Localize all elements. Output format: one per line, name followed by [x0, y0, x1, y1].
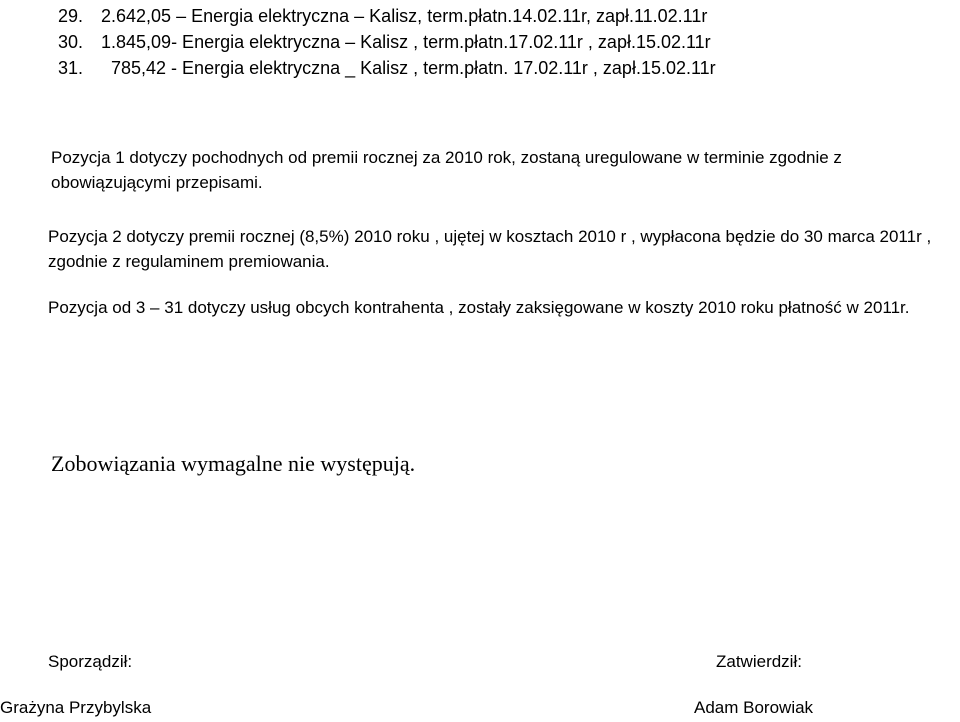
list-item — [58, 29, 716, 55]
approved-by-label: Zatwierdził: — [716, 652, 802, 671]
item-text: 2.642,05 – Energia elektryczna – Kalisz, term.płatn.14.02.11r, zapł.11.02.11r — [101, 6, 708, 26]
item-number: 31. — [58, 58, 84, 78]
item-number: 30. — [58, 32, 84, 52]
list-item — [58, 3, 716, 29]
item-number: 29. — [58, 6, 84, 26]
list-item — [58, 55, 716, 81]
paragraph-position-2: Pozycja 2 dotyczy premii rocznej (8,5%) 2010 roku , ujętej w kosztach 2010 r , wypłacona będzie do 30 marca 2011r , zgodnie z regulaminem premiowania. — [48, 227, 932, 271]
paragraph-positions-3-31: Pozycja od 3 – 31 dotyczy usług obcych kontrahenta , zostały zaksięgowane w koszty 2010 roku płatność w 2011r. — [48, 298, 910, 317]
prepared-by-name: Grażyna Przybylska — [0, 698, 152, 717]
cost-item-list — [58, 3, 716, 81]
paragraph-position-1: Pozycja 1 dotyczy pochodnych od premii rocznej za 2010 rok, zostaną uregulowane w terminie zgodnie z obowiązującymi przepisami. — [51, 148, 842, 192]
obligations-statement: Zobowiązania wymagalne nie występują. — [51, 451, 416, 476]
item-text: 785,42 - Energia elektryczna _ Kalisz , term.płatn. 17.02.11r , zapł.15.02.11r — [101, 58, 716, 78]
item-text: 1.845,09- Energia elektryczna – Kalisz , term.płatn.17.02.11r , zapł.15.02.11r — [101, 32, 711, 52]
approved-by-name: Adam Borowiak — [694, 698, 814, 717]
prepared-by-label: Sporządził: — [48, 652, 133, 671]
